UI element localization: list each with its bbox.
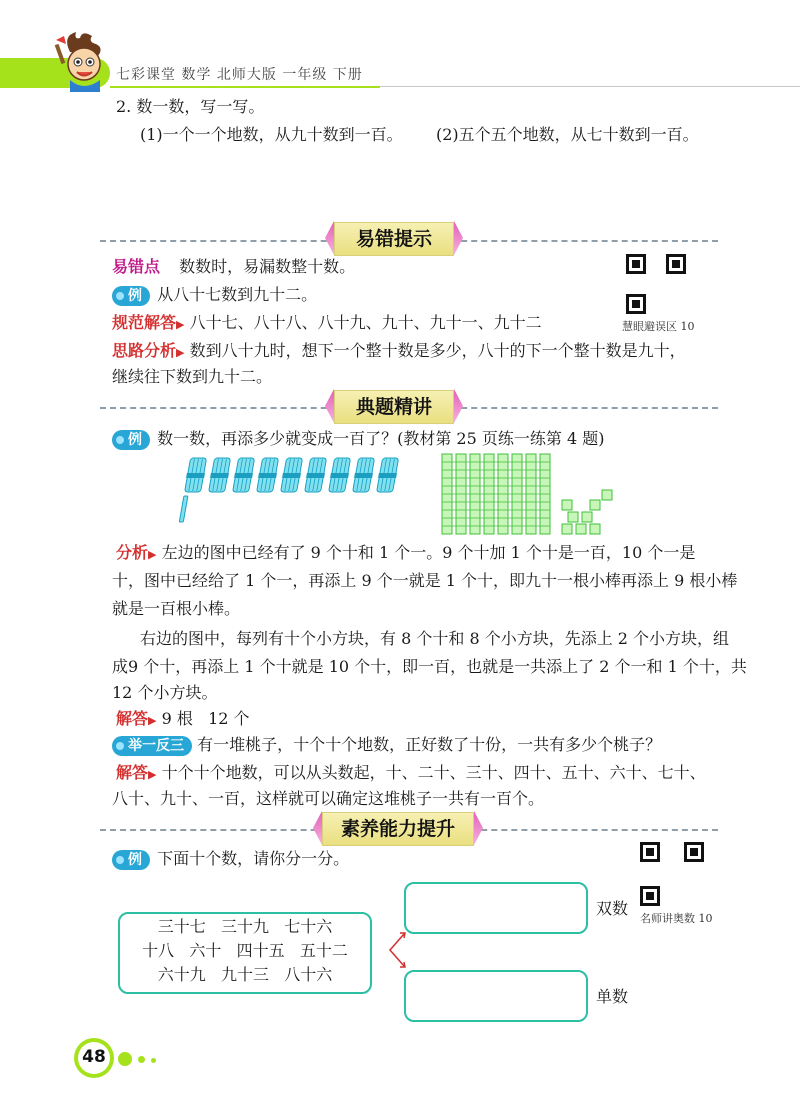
analysis-line: 就是一百根小棒。	[112, 599, 241, 618]
numbers-row: 六十九 九十三 八十六	[157, 965, 333, 984]
page-number: 48	[82, 1047, 106, 1067]
odd-answer-box[interactable]	[404, 970, 588, 1022]
section-title-ability: 素养能力提升	[322, 812, 474, 846]
arrow-icon: ▶	[176, 346, 185, 359]
analysis-line: 数到八十九时，想下一个整十数是多少，八十的下一个整十数是九十，	[189, 341, 686, 360]
mistake-label: 易错点	[112, 257, 161, 276]
exercise-2-part1: (1)一个一个地数，从九十数到一百。	[140, 125, 403, 144]
analysis-line: 十，图中已经给了 1 个一，再添上 9 个一就是 1 个十，即九十一根小棒再添上 9 根小棒	[112, 571, 738, 590]
practice-row	[112, 734, 661, 756]
analysis-label: 分析	[116, 543, 149, 562]
dot-decoration	[138, 1056, 145, 1063]
example-row	[112, 284, 317, 306]
analysis-block	[112, 340, 686, 364]
analysis-line: 继续往下数到九十二。	[112, 367, 273, 386]
answer-line: 八十、九十、一百，这样就可以确定这堆桃子一共有一百个。	[112, 789, 545, 808]
mistake-point	[112, 256, 355, 278]
answer-text: 八十七、八十八、八十九、九十、九十一、九十二	[189, 313, 542, 332]
arrow-icon: ▶	[148, 768, 157, 781]
analysis-block	[116, 542, 695, 566]
qr-code[interactable]	[626, 254, 686, 314]
standard-answer	[112, 312, 542, 336]
example-row	[112, 848, 349, 870]
answer-label: 解答	[116, 763, 149, 782]
numbers-box	[118, 912, 372, 994]
page-number-badge	[74, 1038, 114, 1078]
even-answer-box[interactable]	[404, 882, 588, 934]
book-title: 七彩课堂 数学 北师大版 一年级 下册	[116, 67, 363, 83]
split-arrow-icon	[384, 930, 408, 970]
qr-code[interactable]	[640, 842, 704, 906]
example-badge: 例	[112, 286, 150, 306]
answer-text: 十个十个地数，可以从头数起，十、二十、三十、四十、五十、六十、七十、	[161, 763, 706, 782]
numbers-row: 十八 六十 四十五 五十二	[142, 941, 348, 960]
example-badge: 例	[112, 430, 150, 450]
even-label: 双数	[596, 899, 629, 918]
practice-text: 有一堆桃子，十个十个地数，正好数了十份，一共有多少个桃子？	[197, 735, 662, 754]
odd-label: 单数	[596, 987, 629, 1006]
example-row	[112, 428, 604, 450]
section-title-mistakes: 易错提示	[334, 222, 454, 256]
example-badge: 例	[112, 850, 150, 870]
analysis-label: 思路分析	[112, 341, 177, 360]
exercise-2-part2: (2)五个五个地数，从七十数到一百。	[436, 125, 699, 144]
answer-row	[116, 762, 706, 786]
cube-columns-figure	[438, 452, 618, 538]
paragraph-line: 成9 个十，再添上 1 个十就是 10 个十，即一百，也就是一共添上了 2 个一和 1 个十，共	[112, 657, 747, 676]
example-text: 数一数，再添多少就变成一百了？(教材第 25 页练一练第 4 题)	[157, 429, 605, 448]
numbers-row: 三十七 三十九 七十六	[157, 917, 333, 936]
example-text: 从八十七数到九十二。	[157, 285, 318, 304]
stick-bundles-figure	[176, 450, 406, 530]
practice-badge: 举一反三	[112, 736, 192, 756]
example-text: 下面十个数，请你分一分。	[157, 849, 350, 868]
paragraph-line: 右边的图中，每列有十个小方块，有 8 个十和 8 个小方块，先添上 2 个小方块，组	[140, 629, 730, 648]
arrow-icon: ▶	[148, 714, 157, 727]
exercise-2-title: 2. 数一数，写一写。	[116, 97, 265, 116]
paragraph-line: 12 个小方块。	[112, 683, 218, 702]
mistake-text: 数数时，易漏数整十数。	[179, 257, 356, 276]
answer-text: 9 根 12 个	[161, 709, 250, 728]
analysis-line: 左边的图中已经有了 9 个十和 1 个一。9 个十加 1 个十是一百，10 个一是	[161, 543, 696, 562]
qr-caption: 名师讲奥数 10	[640, 912, 713, 925]
section-title-examples: 典题精讲	[334, 390, 454, 424]
answer-label: 解答	[116, 709, 149, 728]
arrow-icon: ▶	[148, 548, 157, 561]
answer-label: 规范解答	[112, 313, 177, 332]
dot-decoration	[118, 1052, 132, 1066]
mascot-icon	[52, 30, 112, 92]
answer-row	[116, 708, 250, 732]
arrow-icon: ▶	[176, 318, 185, 331]
qr-caption: 慧眼避误区 10	[622, 320, 695, 333]
dot-decoration	[151, 1058, 156, 1063]
